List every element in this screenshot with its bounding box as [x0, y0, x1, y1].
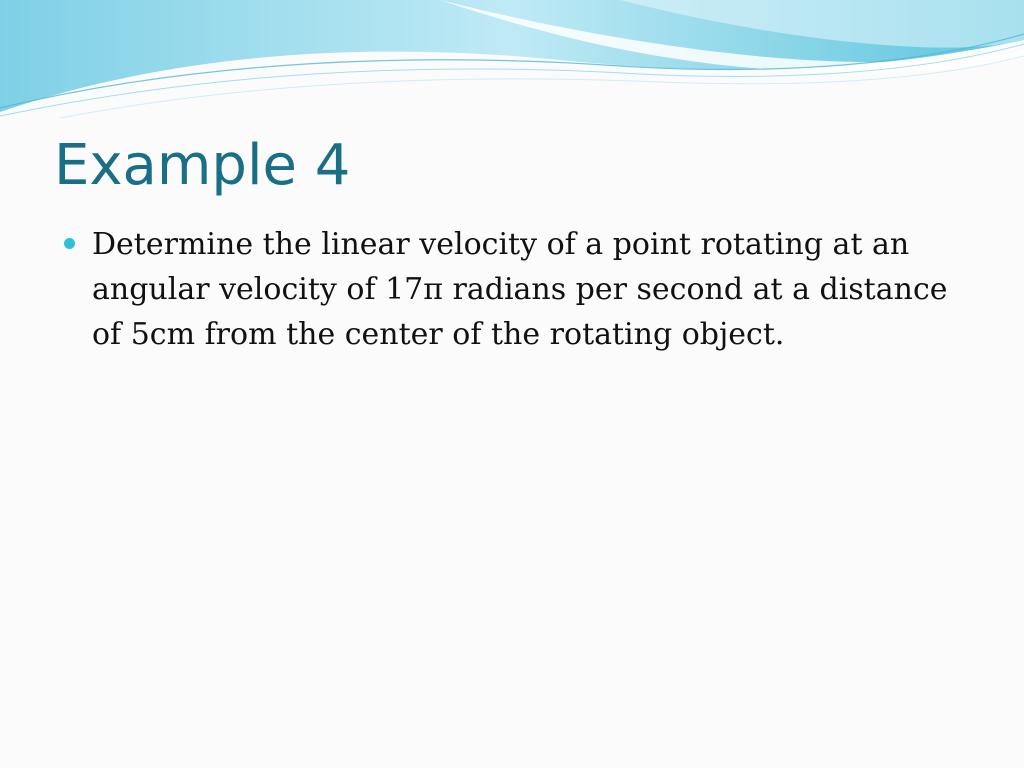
bullet-list [62, 222, 962, 357]
wave-header-decoration [0, 0, 1024, 130]
slide-title: Example 4 [54, 133, 351, 198]
bullet-text: Determine the linear velocity of a point rotating at an angular velocity of 17π radians per second at a distance of 5cm from the center of the rotating object. [92, 227, 948, 352]
bullet-dot-icon [64, 238, 75, 249]
bullet-item [62, 222, 962, 357]
